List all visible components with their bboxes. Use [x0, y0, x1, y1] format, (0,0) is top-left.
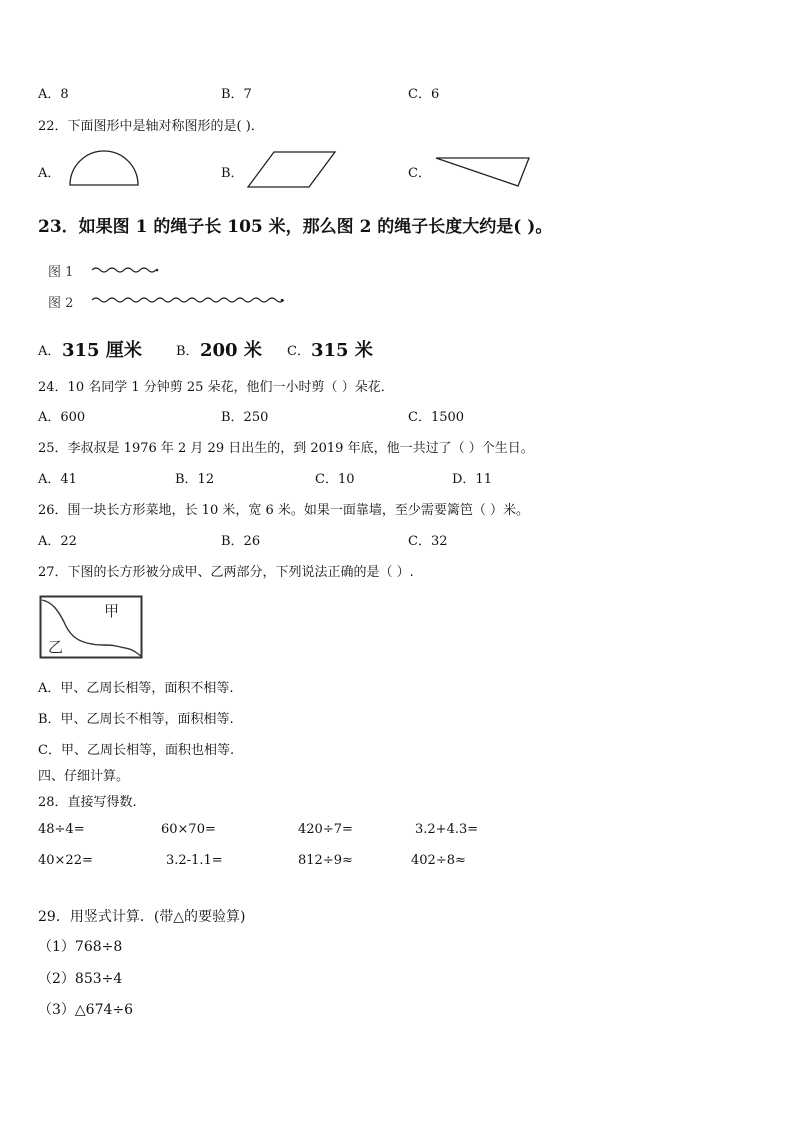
q26-option-a: A．22	[38, 534, 77, 549]
q27-stem: 27．下图的长方形被分成甲、乙两部分，下列说法正确的是（ ）.	[38, 565, 414, 580]
q29-item: （2）853÷4	[38, 971, 123, 987]
parallelogram-figure	[246, 150, 338, 190]
q23-option-b-text: 200 米	[200, 340, 262, 361]
q23-option-a-text: 315 厘米	[62, 340, 142, 361]
q27-option-b: B．甲、乙周长不相等，面积相等.	[38, 712, 234, 727]
q22-option-a: A．	[38, 166, 61, 181]
q24-option-c: C．1500	[408, 410, 465, 425]
q28-cell: 40×22=	[38, 853, 93, 868]
label-jia: 甲	[104, 602, 120, 620]
q23-option-c-letter: C．	[287, 344, 310, 359]
q28-cell: 60×70=	[161, 822, 216, 837]
q23-stem: 23．如果图 1 的绳子长 105 米，那么图 2 的绳子长度大约是( )。	[38, 217, 553, 237]
fig2-label: 图 2	[48, 296, 74, 311]
q25-option-b: B．12	[175, 472, 215, 487]
q22-option-b: B．	[221, 166, 244, 181]
q28-cell: 420÷7=	[298, 822, 353, 837]
q28-cell: 48÷4=	[38, 822, 85, 837]
triangle-figure	[434, 154, 534, 188]
q23-option-c-text: 315 米	[311, 340, 373, 361]
q24-stem: 24．10 名同学 1 分钟剪 25 朵花，他们一小时剪（ ）朵花．	[38, 380, 394, 395]
rope-figure-1	[90, 264, 162, 276]
q25-option-a: A．41	[38, 472, 77, 487]
q22-option-c: C．	[408, 166, 431, 181]
q24-option-b: B．250	[221, 410, 269, 425]
q28-stem: 28．直接写得数.	[38, 795, 137, 810]
q25-stem: 25．李叔叔是 1976 年 2 月 29 日出生的，到 2019 年底，他一共过了（ ）个生日。	[38, 441, 534, 456]
q28-cell: 3.2+4.3=	[415, 822, 479, 837]
q21-option-c: C．6	[408, 87, 440, 102]
q29-stem: 29．用竖式计算．(带△的要验算)	[38, 909, 246, 925]
q25-option-c: C．10	[315, 472, 355, 487]
q29-item: （1）768÷8	[38, 939, 123, 955]
q23-option-b-letter: B．	[176, 344, 199, 359]
q26-stem: 26．围一块长方形菜地，长 10 米，宽 6 米。如果一面靠墙，至少需要篱笆（ ）米。	[38, 503, 530, 518]
q26-option-c: C．32	[408, 534, 448, 549]
semicircle-figure	[68, 148, 140, 188]
q28-cell: 812÷9≈	[298, 853, 353, 868]
section-title: 四、仔细计算。	[38, 769, 130, 784]
label-yi: 乙	[48, 638, 64, 656]
q22-stem: 22．下面图形中是轴对称图形的是( )．	[38, 119, 264, 134]
rope-figure-2	[90, 294, 286, 306]
q24-option-a: A．600	[38, 410, 86, 425]
q23-option-a-letter: A．	[38, 344, 61, 359]
q28-cell: 3.2-1.1=	[166, 853, 223, 868]
q25-option-d: D．11	[452, 472, 492, 487]
fig1-label: 图 1	[48, 265, 74, 280]
q21-option-b: B．7	[221, 87, 252, 102]
q26-option-b: B．26	[221, 534, 261, 549]
q27-option-a: A．甲、乙周长相等，面积不相等.	[38, 681, 234, 696]
q28-cell: 402÷8≈	[411, 853, 466, 868]
q21-option-a: A．8	[38, 87, 69, 102]
q29-item: （3）△674÷6	[38, 1002, 134, 1018]
q27-option-c: C．甲、乙周长相等，面积也相等.	[38, 743, 235, 758]
